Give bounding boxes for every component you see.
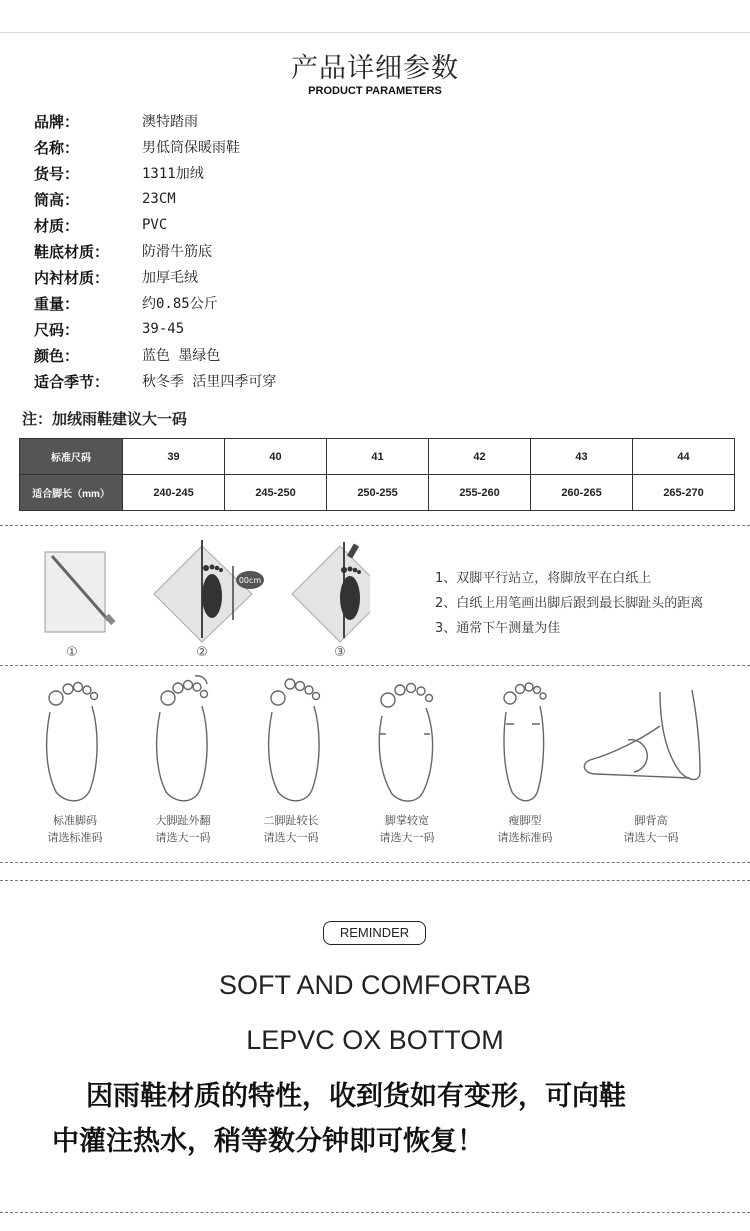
figure-label-1: ① [66, 645, 78, 660]
param-row-size [34, 316, 276, 342]
param-row-season [34, 368, 276, 394]
length-cell: 240-245 [123, 475, 225, 511]
param-row-material [34, 212, 276, 238]
size-table [19, 438, 735, 511]
page-title: 产品详细参数 [291, 53, 459, 84]
param-value: 23CM [142, 191, 176, 207]
section-divider [0, 880, 750, 881]
foot-type-advice: 请选标准码 [497, 831, 553, 844]
section-divider [0, 862, 750, 863]
param-value: 秋冬季 活里四季可穿 [142, 374, 277, 390]
foot-type-name: 瘦脚型 [508, 814, 542, 827]
section-divider [0, 525, 750, 526]
param-value: 澳特踏雨 [142, 114, 198, 130]
table-row-header: 标准尺码 [20, 439, 123, 475]
reminder-headline-1: SOFT AND COMFORTAB [218, 970, 532, 1000]
table-row-sizes [20, 439, 735, 475]
wide-foot-icon [379, 684, 432, 802]
param-value: 加厚毛绒 [142, 270, 198, 286]
reminder-cn-line-1: 因雨鞋材质的特性，收到货如有变形，可向鞋 [86, 1081, 626, 1112]
high-instep-icon [584, 690, 700, 780]
param-row-color [34, 342, 276, 368]
length-cell: 255-260 [429, 475, 531, 511]
measure-steps [435, 566, 703, 641]
param-row-item-no [34, 160, 276, 186]
param-list [34, 108, 276, 394]
param-row-lining [34, 264, 276, 290]
foot-type-standard [20, 812, 130, 846]
length-cell: 245-250 [225, 475, 327, 511]
param-value: PVC [142, 217, 168, 233]
param-value: 约0.85公斤 [142, 296, 218, 312]
size-cell: 39 [123, 439, 225, 475]
size-cell: 43 [531, 439, 633, 475]
foot-types-illustration [0, 672, 750, 807]
section-divider [0, 665, 750, 666]
param-value: 39-45 [142, 321, 185, 337]
foot-type-advice: 请选大一码 [155, 831, 211, 844]
param-value: 防滑牛筋底 [142, 244, 212, 260]
param-label: 鞋底材质： [34, 242, 110, 261]
param-row-height [34, 186, 276, 212]
foot-type-wide [352, 812, 462, 846]
standard-foot-icon [47, 683, 98, 801]
foot-measure-icon [154, 540, 264, 642]
reminder-badge: REMINDER [323, 921, 426, 945]
param-label: 尺码： [34, 320, 80, 339]
param-label: 名称： [34, 138, 80, 157]
bunion-foot-icon [157, 676, 208, 801]
size-cell: 44 [633, 439, 735, 475]
bottom-divider [0, 1212, 750, 1213]
length-cell: 250-255 [327, 475, 429, 511]
param-value: 蓝色 墨绿色 [142, 348, 221, 364]
measure-step: 3、通常下午测量为佳 [435, 621, 561, 636]
param-label: 材质： [34, 216, 80, 235]
size-cell: 42 [429, 439, 531, 475]
table-row-header: 适合脚长（mm） [20, 475, 123, 511]
foot-type-bunion [128, 812, 238, 846]
paper-pencil-icon [45, 552, 116, 632]
foot-type-advice: 请选大一码 [263, 831, 319, 844]
measure-tag: 00cm [238, 576, 262, 585]
param-label: 重量： [34, 294, 80, 313]
figure-label-2: ② [196, 645, 208, 660]
foot-type-advice: 请选大一码 [379, 831, 435, 844]
measure-illustrations [30, 538, 370, 663]
figure-label-3: ③ [334, 645, 346, 660]
foot-type-long-second-toe [236, 812, 346, 846]
measure-step: 2、白纸上用笔画出脚后跟到最长脚趾头的距离 [435, 596, 704, 611]
foot-type-name: 标准脚码 [53, 814, 97, 827]
reminder-headline-2: LEPVC OX BOTTOM [246, 1025, 504, 1055]
param-label: 内衬材质： [34, 268, 110, 287]
foot-type-advice: 请选标准码 [47, 831, 103, 844]
size-note: 注：加绒雨鞋建议大一码 [22, 410, 188, 428]
thin-foot-icon [504, 683, 546, 801]
long-second-toe-icon [269, 679, 320, 801]
param-row-brand [34, 108, 276, 134]
foot-type-name: 二脚趾较长 [263, 814, 319, 827]
size-cell: 40 [225, 439, 327, 475]
size-cell: 41 [327, 439, 429, 475]
param-row-weight [34, 290, 276, 316]
foot-type-thin [470, 812, 580, 846]
reminder-cn-line-2: 中灌注热水，稍等数分钟即可恢复！ [52, 1126, 484, 1157]
page-subtitle: PRODUCT PARAMETERS [308, 85, 442, 97]
foot-type-name: 脚掌较宽 [385, 814, 429, 827]
param-label: 筒高： [34, 190, 80, 209]
foot-type-name: 大脚趾外翻 [155, 814, 211, 827]
param-label: 适合季节： [34, 372, 110, 391]
param-label: 颜色： [34, 346, 80, 365]
foot-marker-icon [292, 542, 370, 642]
param-label: 货号： [34, 164, 80, 183]
param-value: 1311加绒 [142, 166, 204, 182]
top-divider [0, 32, 750, 33]
table-row-lengths [20, 475, 735, 511]
param-row-name [34, 134, 276, 160]
param-label: 品牌： [34, 112, 80, 131]
foot-type-advice: 请选大一码 [623, 831, 679, 844]
foot-type-high-instep [596, 812, 706, 846]
length-cell: 260-265 [531, 475, 633, 511]
measure-step: 1、双脚平行站立，将脚放平在白纸上 [435, 571, 652, 586]
length-cell: 265-270 [633, 475, 735, 511]
foot-type-name: 脚背高 [634, 814, 668, 827]
param-value: 男低筒保暖雨鞋 [142, 140, 240, 156]
param-row-sole [34, 238, 276, 264]
